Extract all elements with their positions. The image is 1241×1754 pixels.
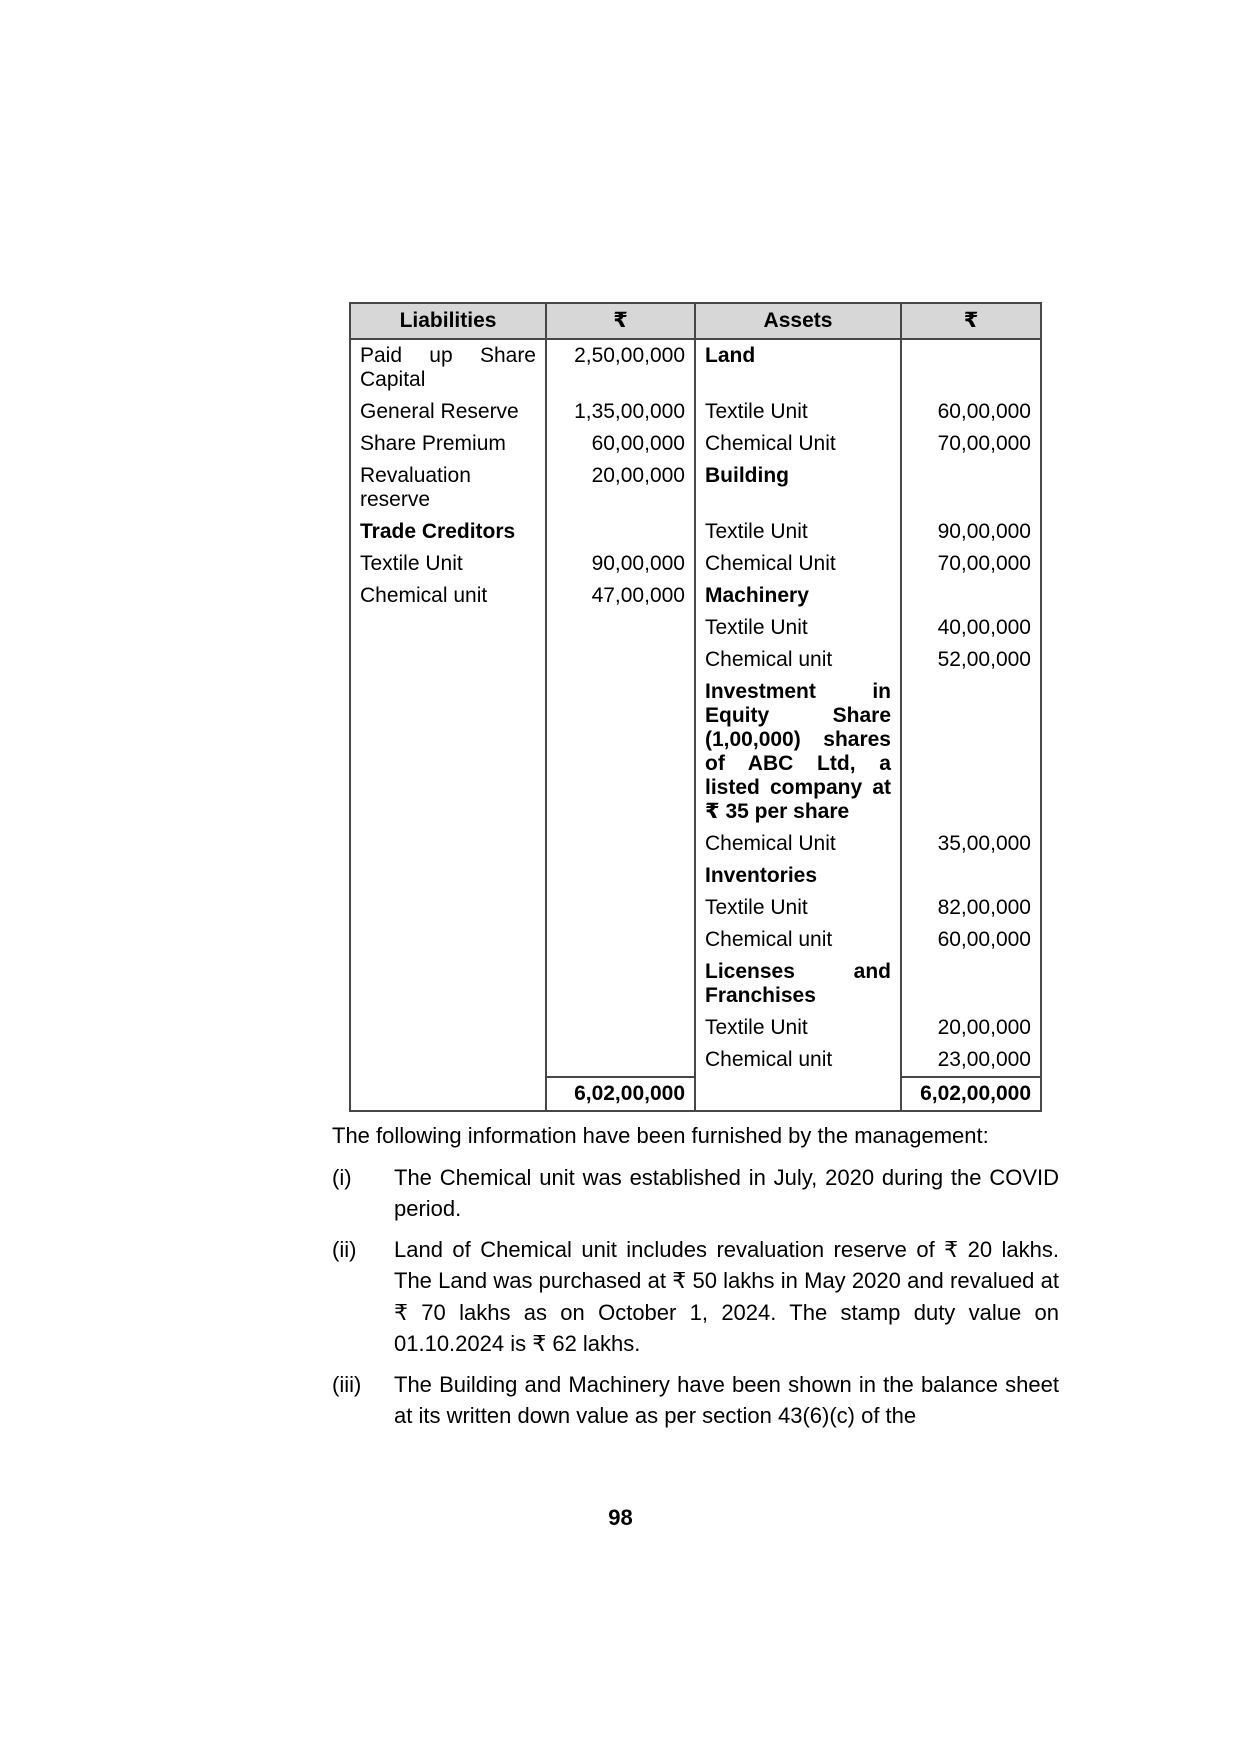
table-row <box>350 612 1041 644</box>
asset-label-cell: Land <box>695 339 901 396</box>
liability-amount-cell: 60,00,000 <box>546 428 695 460</box>
liability-label-cell <box>350 924 546 956</box>
asset-amount-cell: 52,00,000 <box>901 644 1041 676</box>
asset-amount-cell <box>901 580 1041 612</box>
col-header-amount-right: ₹ <box>901 303 1041 339</box>
asset-label-cell: Machinery <box>695 580 901 612</box>
asset-label-cell: Textile Unit <box>695 892 901 924</box>
note-item-2 <box>332 1234 1059 1360</box>
asset-amount-cell: 23,00,000 <box>901 1044 1041 1077</box>
table-row <box>350 516 1041 548</box>
asset-amount-cell <box>901 339 1041 396</box>
asset-label-cell: Chemical unit <box>695 644 901 676</box>
liability-amount-cell: 1,35,00,000 <box>546 396 695 428</box>
asset-label-cell <box>695 1077 901 1111</box>
asset-label-cell: Chemical unit <box>695 924 901 956</box>
asset-amount-cell: 40,00,000 <box>901 612 1041 644</box>
liability-label-cell <box>350 892 546 924</box>
asset-label-cell: Investment in Equity Share (1,00,000) shares of ABC Ltd, a listed company at ₹ 35 per share <box>695 676 901 828</box>
liability-amount-cell <box>546 612 695 644</box>
liability-label-cell <box>350 676 546 828</box>
note-item-1 <box>332 1162 1059 1225</box>
asset-label-cell: Textile Unit <box>695 516 901 548</box>
table-row <box>350 548 1041 580</box>
asset-amount-cell: 60,00,000 <box>901 924 1041 956</box>
liabilities-total-cell: 6,02,00,000 <box>546 1077 695 1111</box>
page-number: 98 <box>608 1505 633 1530</box>
table-row <box>350 428 1041 460</box>
asset-label-cell: Textile Unit <box>695 396 901 428</box>
liability-label-cell: Trade Creditors <box>360 520 516 543</box>
table-row <box>350 956 1041 1012</box>
col-header-assets: Assets <box>695 303 901 339</box>
liability-label-cell <box>350 644 546 676</box>
liability-amount-cell: 2,50,00,000 <box>546 339 695 396</box>
note-text: Land of Chemical unit includes revaluation reserve of ₹ 20 lakhs. The Land was purchased at ₹ 50 lakhs in May 2020 and revalued at ₹ 70 lakhs as on October 1, 2024. The stamp duty value on 01.10.2024 is ₹ 62 lakhs. <box>394 1236 1059 1356</box>
note-item-3 <box>332 1369 1059 1432</box>
table-row <box>350 460 1041 516</box>
asset-amount-cell: 70,00,000 <box>901 428 1041 460</box>
asset-label-cell: Chemical Unit <box>695 428 901 460</box>
liability-amount-cell <box>546 516 695 548</box>
note-text: The Chemical unit was established in July, 2020 during the COVID period. <box>394 1164 1059 1221</box>
liability-amount-cell <box>546 956 695 1012</box>
note-label: (iii) <box>332 1371 362 1397</box>
asset-amount-cell: 90,00,000 <box>901 516 1041 548</box>
table-row <box>350 339 1041 396</box>
col-header-amount-left: ₹ <box>546 303 695 339</box>
table-row <box>350 1044 1041 1077</box>
liability-label-cell <box>350 612 546 644</box>
table-row <box>350 676 1041 828</box>
table-row <box>350 860 1041 892</box>
table-row <box>350 828 1041 860</box>
liability-amount-cell <box>546 676 695 828</box>
asset-amount-cell <box>901 860 1041 892</box>
assets-total-cell: 6,02,00,000 <box>901 1077 1041 1111</box>
liability-label-cell <box>350 828 546 860</box>
asset-amount-cell: 82,00,000 <box>901 892 1041 924</box>
asset-label-cell: Chemical Unit <box>695 548 901 580</box>
asset-label-cell: Chemical unit <box>695 1044 901 1077</box>
table-row <box>350 396 1041 428</box>
liability-amount-cell <box>546 860 695 892</box>
liability-amount-cell <box>546 892 695 924</box>
table-row <box>350 644 1041 676</box>
liability-label-cell: Revaluation reserve <box>360 464 471 511</box>
note-text: The Building and Machinery have been shown in the balance sheet at its written down value as per section 43(6)(c) of the <box>394 1371 1059 1428</box>
liability-label-cell: General Reserve <box>360 400 519 423</box>
asset-amount-cell: 35,00,000 <box>901 828 1041 860</box>
note-label: (i) <box>332 1164 352 1190</box>
asset-label-cell: Chemical Unit <box>695 828 901 860</box>
table-header-row <box>350 303 1041 339</box>
liability-amount-cell: 20,00,000 <box>546 460 695 516</box>
liability-label-cell <box>350 1012 546 1044</box>
table-row <box>350 580 1041 612</box>
liability-label-cell <box>350 956 546 1012</box>
asset-amount-cell <box>901 460 1041 516</box>
asset-label-cell: Building <box>695 460 901 516</box>
table-row <box>350 924 1041 956</box>
liability-amount-cell: 47,00,000 <box>546 580 695 612</box>
table-row <box>350 1012 1041 1044</box>
liability-label-cell: Paid up Share Capital <box>360 344 536 391</box>
liability-amount-cell: 90,00,000 <box>546 548 695 580</box>
liability-amount-cell <box>546 644 695 676</box>
col-header-liabilities: Liabilities <box>350 303 546 339</box>
notes-section <box>332 1120 1059 1432</box>
liability-amount-cell <box>546 828 695 860</box>
asset-amount-cell: 60,00,000 <box>901 396 1041 428</box>
liability-label-cell: Textile Unit <box>360 552 463 575</box>
liability-label-cell: Chemical unit <box>360 584 488 607</box>
balance-sheet-table <box>349 302 1042 1112</box>
note-label: (ii) <box>332 1236 357 1262</box>
table-row <box>350 892 1041 924</box>
asset-label-cell: Textile Unit <box>695 1012 901 1044</box>
asset-amount-cell <box>901 676 1041 828</box>
liability-label-cell <box>350 860 546 892</box>
asset-amount-cell <box>901 956 1041 1012</box>
asset-amount-cell: 70,00,000 <box>901 548 1041 580</box>
liability-label-cell <box>350 1044 546 1077</box>
liability-amount-cell <box>546 924 695 956</box>
asset-label-cell: Inventories <box>695 860 901 892</box>
liability-amount-cell <box>546 1044 695 1077</box>
liability-amount-cell <box>546 1012 695 1044</box>
liability-label-cell: Share Premium <box>360 432 506 455</box>
notes-intro: The following information have been furnished by the management: <box>332 1123 989 1148</box>
asset-amount-cell: 20,00,000 <box>901 1012 1041 1044</box>
asset-label-cell: Textile Unit <box>695 612 901 644</box>
asset-label-cell: Licenses and Franchises <box>695 956 901 1012</box>
total-row <box>350 1077 1041 1111</box>
liability-label-cell <box>350 1077 546 1111</box>
